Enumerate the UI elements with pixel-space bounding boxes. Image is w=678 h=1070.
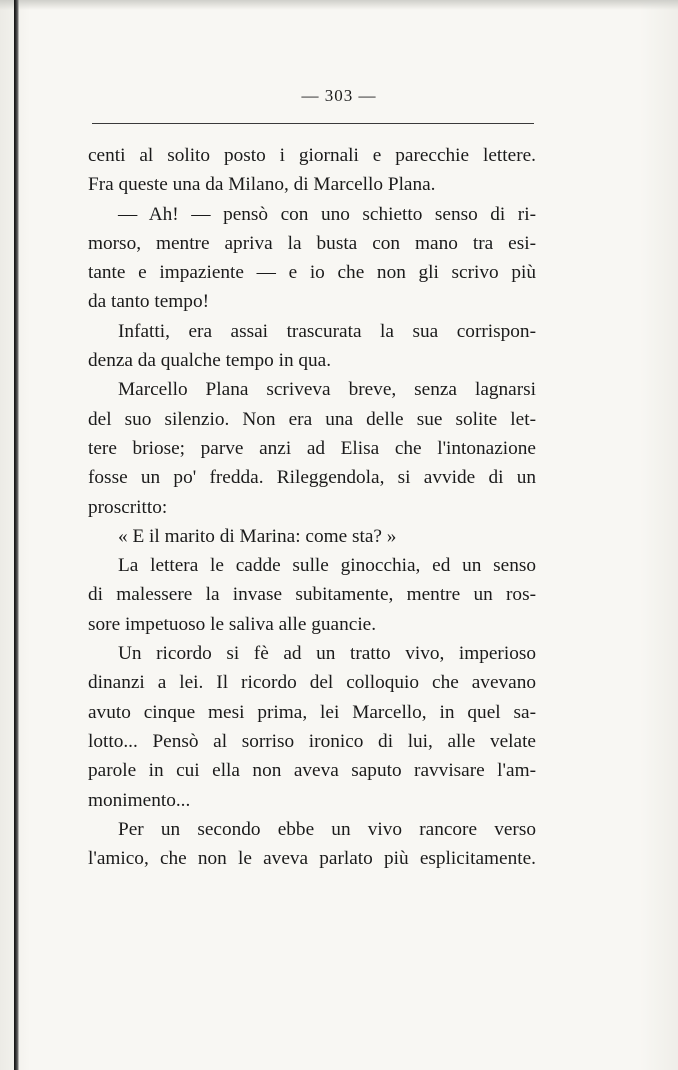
text-line: — Ah! — pensò con uno schietto senso di ri- — [118, 203, 536, 225]
text-line: parole in cui ella non aveva saputo ravvisare l'am- — [88, 760, 536, 782]
text-line: del suo silenzio. Non era una delle sue solite let- — [88, 408, 536, 430]
text-line: di malessere la invase subitamente, mentre un ros- — [88, 584, 536, 606]
text-line: dinanzi a lei. Il ricordo del colloquio che avevano — [88, 672, 536, 694]
text-line: fosse un po' fredda. Rileggendola, si avvide di un — [88, 467, 536, 489]
text-line: tere briose; parve anzi ad Elisa che l'intonazione — [88, 437, 536, 459]
text-line: denza da qualche tempo in qua. — [88, 350, 332, 372]
text-line: tante e impaziente — e io che non gli scrivo più — [88, 262, 536, 284]
text-line: avuto cinque mesi prima, lei Marcello, in quel sa- — [88, 701, 536, 723]
body-text — [88, 141, 536, 873]
text-line: La lettera le cadde sulle ginocchia, ed un senso — [118, 555, 536, 577]
text-line: sore impetuoso le saliva alle guancie. — [88, 613, 377, 635]
page-top-edge — [0, 0, 678, 10]
text-line: centi al solito posto i giornali e parecchie lettere. — [88, 145, 536, 166]
text-line: morso, mentre apriva la busta con mano tra esi- — [88, 232, 536, 254]
text-line: monimento... — [88, 789, 191, 811]
text-line: Per un secondo ebbe un vivo rancore verso — [118, 818, 536, 840]
text-line: proscritto: — [88, 496, 168, 518]
text-line: « E il marito di Marina: come sta? » — [118, 525, 397, 547]
text-line: Infatti, era assai trascurata la sua corrispon- — [118, 320, 536, 342]
page-number: — 303 — — [301, 86, 377, 105]
text-line: Un ricordo si fè ad un tratto vivo, imperioso — [118, 643, 536, 665]
text-line: l'amico, che non le aveva parlato più esplicitamente. — [88, 848, 536, 870]
text-line: Fra queste una da Milano, di Marcello Plana. — [88, 174, 436, 196]
text-line: lotto... Pensò al sorriso ironico di lui, alle velate — [88, 730, 536, 752]
text-line: Marcello Plana scriveva breve, senza lagnarsi — [118, 379, 536, 401]
page-binding-edge — [14, 0, 19, 1070]
text-line: da tanto tempo! — [88, 291, 210, 313]
header-rule — [92, 123, 534, 124]
